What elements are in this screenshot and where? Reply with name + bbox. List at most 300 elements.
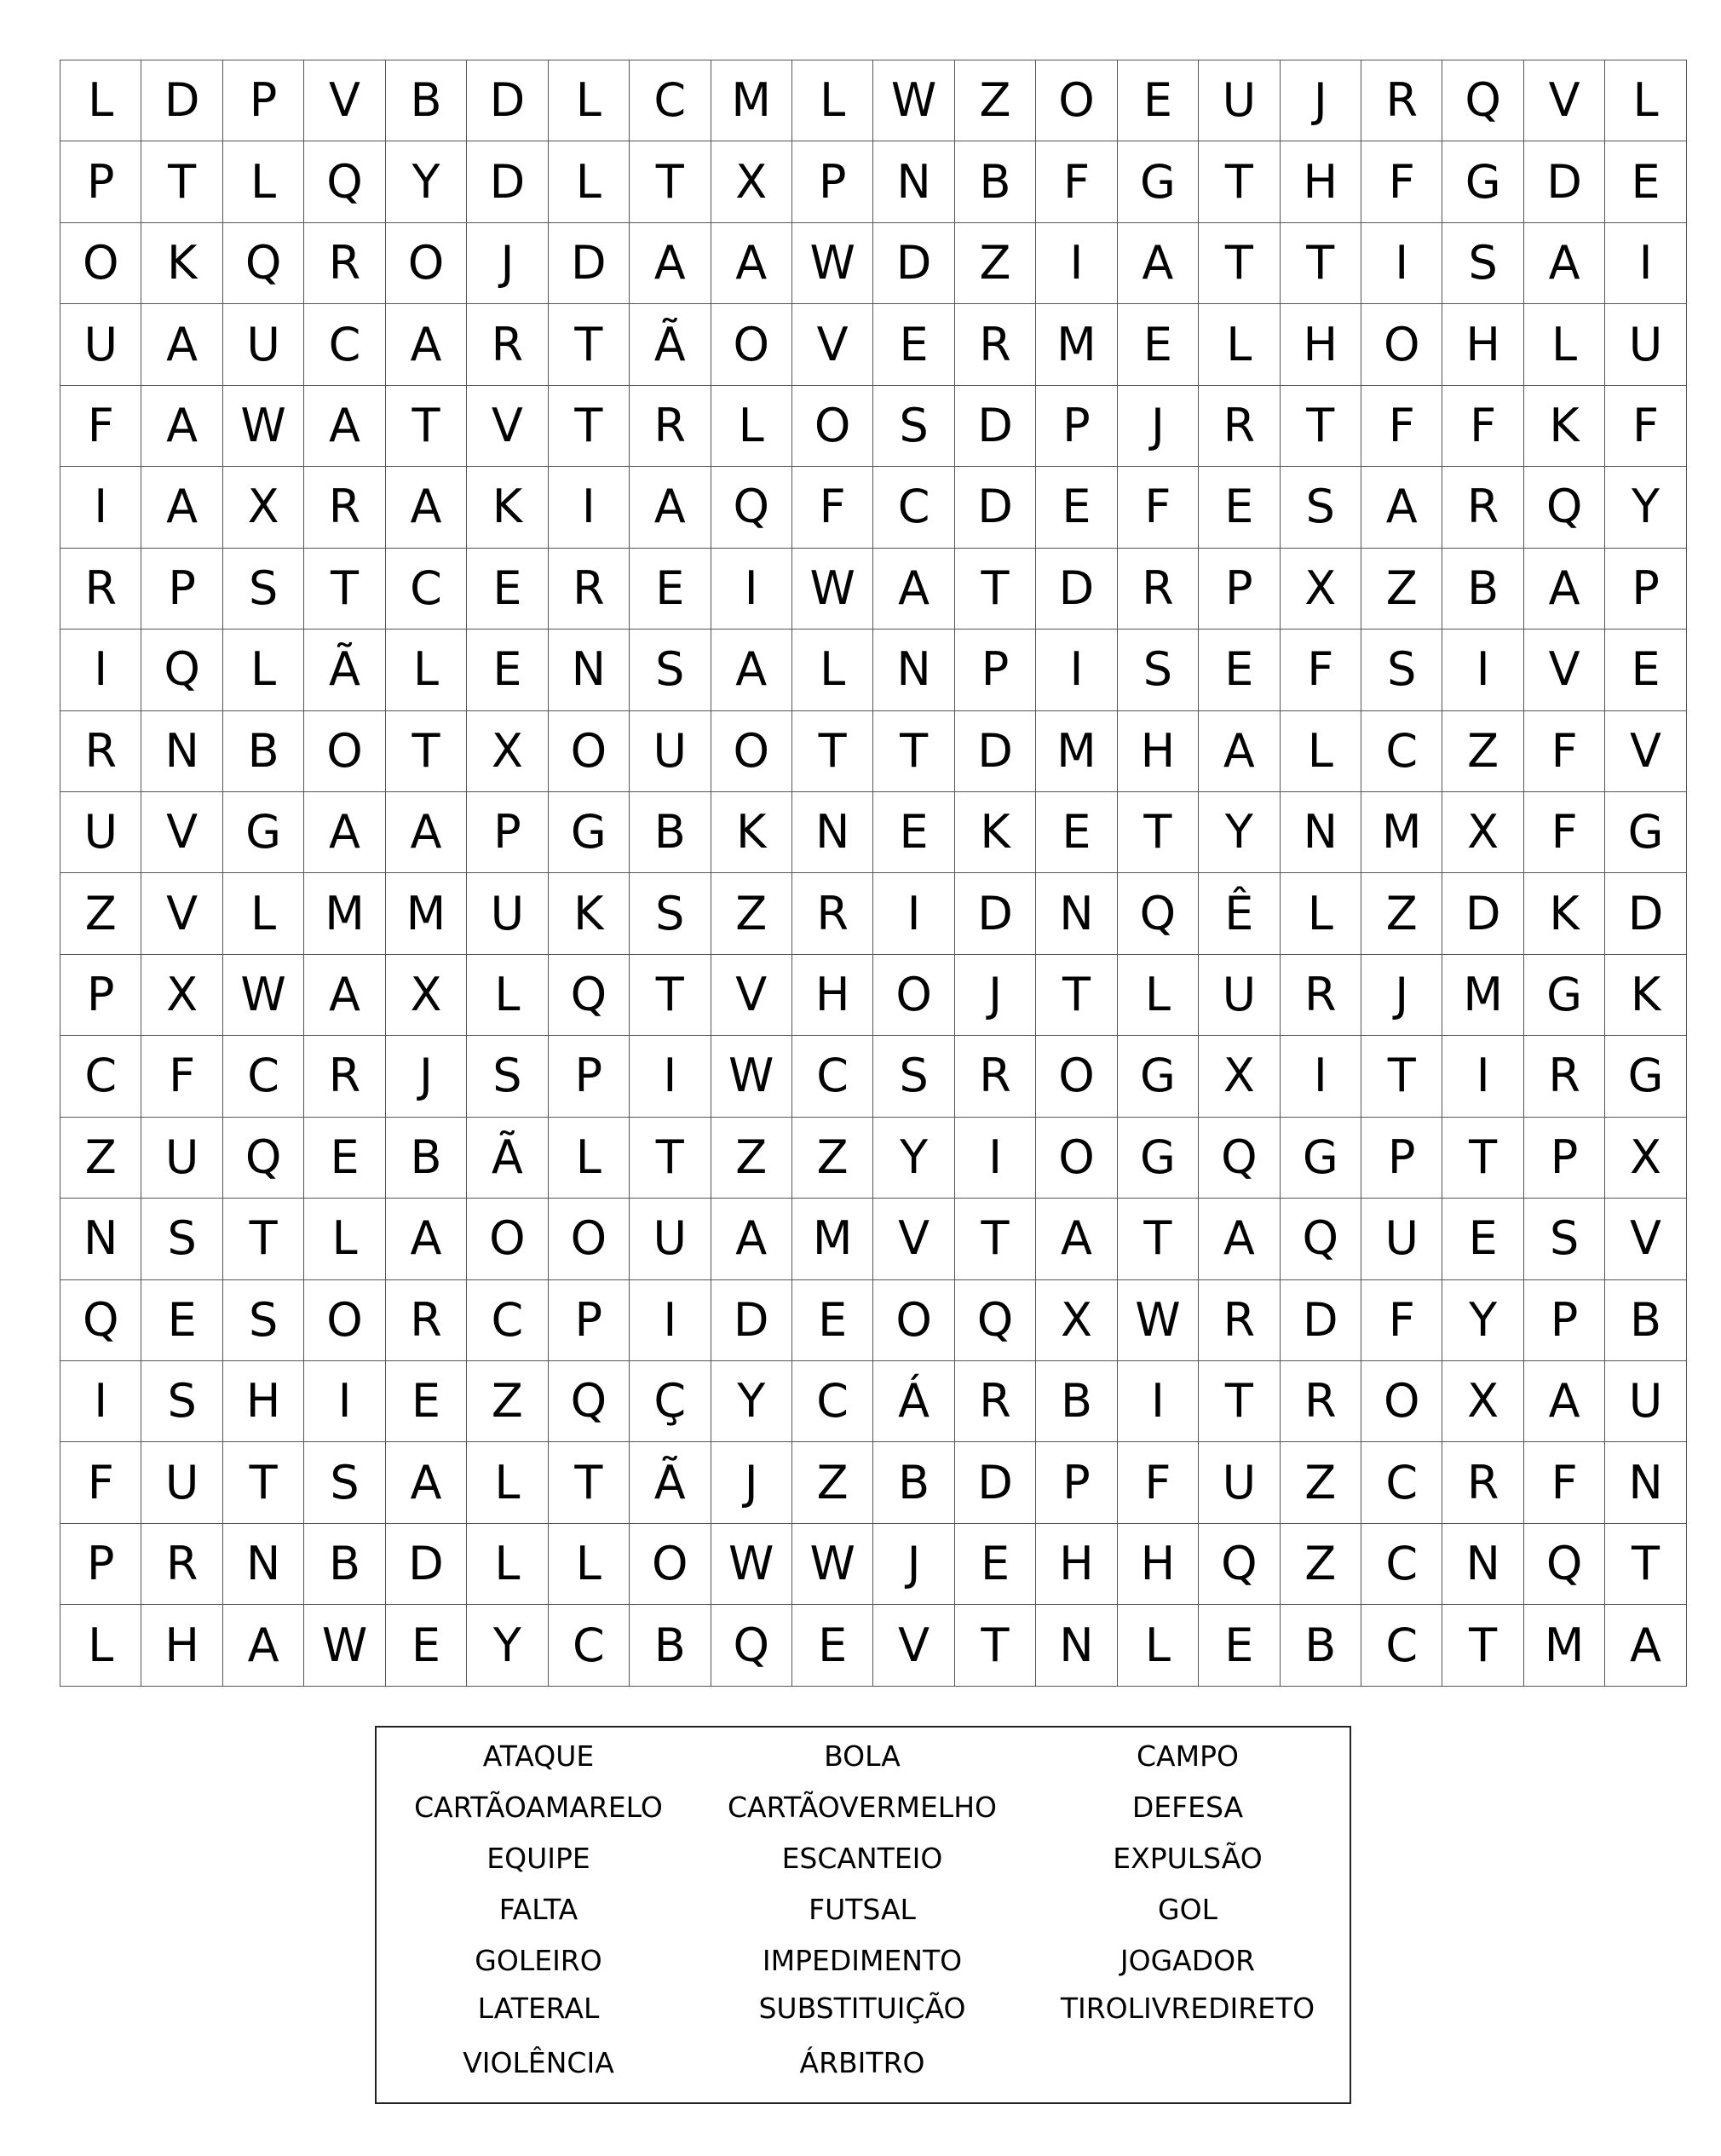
- grid-cell[interactable]: P: [1361, 1117, 1442, 1198]
- grid-cell[interactable]: V: [467, 385, 548, 466]
- grid-cell[interactable]: A: [385, 1442, 466, 1523]
- grid-cell[interactable]: A: [1117, 222, 1198, 303]
- grid-cell[interactable]: P: [60, 141, 141, 222]
- grid-cell[interactable]: P: [1036, 385, 1117, 466]
- grid-cell[interactable]: G: [1442, 141, 1523, 222]
- grid-cell[interactable]: T: [548, 1442, 629, 1523]
- grid-cell[interactable]: L: [791, 630, 872, 710]
- grid-cell[interactable]: L: [1199, 304, 1280, 385]
- grid-cell[interactable]: D: [1280, 1279, 1361, 1360]
- grid-cell[interactable]: N: [1442, 1523, 1523, 1604]
- grid-cell[interactable]: G: [548, 791, 629, 872]
- grid-cell[interactable]: D: [954, 873, 1035, 954]
- grid-cell[interactable]: B: [385, 1117, 466, 1198]
- grid-cell[interactable]: D: [954, 385, 1035, 466]
- grid-cell[interactable]: H: [141, 1605, 222, 1686]
- grid-cell[interactable]: I: [711, 548, 791, 629]
- grid-cell[interactable]: W: [711, 1036, 791, 1117]
- grid-cell[interactable]: K: [954, 791, 1035, 872]
- grid-cell[interactable]: L: [222, 630, 303, 710]
- grid-cell[interactable]: Z: [791, 1117, 872, 1198]
- grid-cell[interactable]: F: [60, 1442, 141, 1523]
- grid-cell[interactable]: L: [467, 1442, 548, 1523]
- grid-cell[interactable]: W: [711, 1523, 791, 1604]
- grid-cell[interactable]: Z: [711, 1117, 791, 1198]
- grid-cell[interactable]: E: [1199, 467, 1280, 548]
- grid-cell[interactable]: Z: [1361, 548, 1442, 629]
- grid-cell[interactable]: W: [791, 1523, 872, 1604]
- grid-cell[interactable]: I: [954, 1117, 1035, 1198]
- grid-cell[interactable]: I: [1280, 1036, 1361, 1117]
- grid-cell[interactable]: G: [1523, 954, 1604, 1035]
- grid-cell[interactable]: H: [1117, 1523, 1198, 1604]
- grid-cell[interactable]: R: [548, 548, 629, 629]
- grid-cell[interactable]: I: [304, 1361, 385, 1442]
- grid-cell[interactable]: D: [467, 141, 548, 222]
- grid-cell[interactable]: T: [1605, 1523, 1686, 1604]
- grid-cell[interactable]: C: [1361, 1442, 1442, 1523]
- grid-cell[interactable]: B: [630, 1605, 711, 1686]
- grid-cell[interactable]: I: [60, 630, 141, 710]
- grid-cell[interactable]: Ã: [304, 630, 385, 710]
- grid-cell[interactable]: C: [467, 1279, 548, 1360]
- grid-cell[interactable]: H: [1036, 1523, 1117, 1604]
- grid-cell[interactable]: E: [1442, 1199, 1523, 1279]
- grid-cell[interactable]: B: [1036, 1361, 1117, 1442]
- grid-cell[interactable]: H: [1280, 304, 1361, 385]
- grid-cell[interactable]: Z: [791, 1442, 872, 1523]
- grid-cell[interactable]: R: [60, 548, 141, 629]
- grid-cell[interactable]: L: [222, 873, 303, 954]
- grid-cell[interactable]: I: [873, 873, 954, 954]
- grid-cell[interactable]: L: [385, 630, 466, 710]
- grid-cell[interactable]: Q: [1280, 1199, 1361, 1279]
- grid-cell[interactable]: E: [630, 548, 711, 629]
- grid-cell[interactable]: C: [1361, 1605, 1442, 1686]
- grid-cell[interactable]: N: [873, 141, 954, 222]
- grid-cell[interactable]: V: [711, 954, 791, 1035]
- grid-cell[interactable]: Q: [1117, 873, 1198, 954]
- grid-cell[interactable]: M: [1523, 1605, 1604, 1686]
- grid-cell[interactable]: Q: [222, 222, 303, 303]
- grid-cell[interactable]: I: [1036, 630, 1117, 710]
- grid-cell[interactable]: V: [141, 873, 222, 954]
- grid-cell[interactable]: L: [1280, 710, 1361, 791]
- grid-cell[interactable]: A: [304, 791, 385, 872]
- grid-cell[interactable]: Y: [873, 1117, 954, 1198]
- grid-cell[interactable]: U: [141, 1117, 222, 1198]
- grid-cell[interactable]: T: [630, 1117, 711, 1198]
- grid-cell[interactable]: V: [1605, 1199, 1686, 1279]
- grid-cell[interactable]: Z: [711, 873, 791, 954]
- grid-cell[interactable]: A: [1523, 548, 1604, 629]
- grid-cell[interactable]: B: [630, 791, 711, 872]
- grid-cell[interactable]: S: [467, 1036, 548, 1117]
- grid-cell[interactable]: Q: [548, 1361, 629, 1442]
- grid-cell[interactable]: S: [1117, 630, 1198, 710]
- grid-cell[interactable]: Z: [467, 1361, 548, 1442]
- grid-cell[interactable]: M: [1442, 954, 1523, 1035]
- grid-cell[interactable]: T: [1199, 222, 1280, 303]
- grid-cell[interactable]: T: [385, 385, 466, 466]
- grid-cell[interactable]: N: [222, 1523, 303, 1604]
- grid-cell[interactable]: U: [141, 1442, 222, 1523]
- grid-cell[interactable]: F: [1605, 385, 1686, 466]
- grid-cell[interactable]: V: [1523, 630, 1604, 710]
- grid-cell[interactable]: Q: [954, 1279, 1035, 1360]
- grid-cell[interactable]: A: [711, 222, 791, 303]
- grid-cell[interactable]: X: [385, 954, 466, 1035]
- grid-cell[interactable]: L: [548, 141, 629, 222]
- grid-cell[interactable]: T: [548, 385, 629, 466]
- grid-cell[interactable]: N: [1036, 873, 1117, 954]
- grid-cell[interactable]: S: [873, 385, 954, 466]
- grid-cell[interactable]: J: [1117, 385, 1198, 466]
- grid-cell[interactable]: S: [630, 630, 711, 710]
- grid-cell[interactable]: E: [467, 630, 548, 710]
- grid-cell[interactable]: U: [1605, 1361, 1686, 1442]
- grid-cell[interactable]: R: [1117, 548, 1198, 629]
- grid-cell[interactable]: Q: [711, 467, 791, 548]
- grid-cell[interactable]: O: [711, 304, 791, 385]
- grid-cell[interactable]: K: [1523, 385, 1604, 466]
- grid-cell[interactable]: T: [1442, 1117, 1523, 1198]
- grid-cell[interactable]: N: [141, 710, 222, 791]
- grid-cell[interactable]: T: [954, 548, 1035, 629]
- grid-cell[interactable]: K: [711, 791, 791, 872]
- grid-cell[interactable]: O: [1036, 1117, 1117, 1198]
- grid-cell[interactable]: C: [791, 1036, 872, 1117]
- grid-cell[interactable]: B: [1442, 548, 1523, 629]
- grid-cell[interactable]: F: [1361, 141, 1442, 222]
- grid-cell[interactable]: D: [954, 710, 1035, 791]
- grid-cell[interactable]: T: [304, 548, 385, 629]
- grid-cell[interactable]: F: [1280, 630, 1361, 710]
- grid-cell[interactable]: Ã: [630, 304, 711, 385]
- grid-cell[interactable]: T: [1280, 385, 1361, 466]
- grid-cell[interactable]: F: [1117, 467, 1198, 548]
- grid-cell[interactable]: R: [467, 304, 548, 385]
- grid-cell[interactable]: P: [467, 791, 548, 872]
- grid-cell[interactable]: T: [954, 1605, 1035, 1686]
- grid-cell[interactable]: I: [1442, 1036, 1523, 1117]
- grid-cell[interactable]: B: [1605, 1279, 1686, 1360]
- grid-cell[interactable]: R: [60, 710, 141, 791]
- grid-cell[interactable]: F: [1523, 1442, 1604, 1523]
- grid-cell[interactable]: R: [1199, 385, 1280, 466]
- grid-cell[interactable]: T: [1036, 954, 1117, 1035]
- grid-cell[interactable]: C: [385, 548, 466, 629]
- grid-cell[interactable]: C: [630, 60, 711, 141]
- grid-cell[interactable]: E: [141, 1279, 222, 1360]
- grid-cell[interactable]: Z: [1361, 873, 1442, 954]
- grid-cell[interactable]: K: [141, 222, 222, 303]
- grid-cell[interactable]: U: [1361, 1199, 1442, 1279]
- grid-cell[interactable]: Q: [1523, 1523, 1604, 1604]
- grid-cell[interactable]: P: [1523, 1117, 1604, 1198]
- grid-cell[interactable]: D: [1523, 141, 1604, 222]
- grid-cell[interactable]: Ã: [467, 1117, 548, 1198]
- grid-cell[interactable]: P: [548, 1036, 629, 1117]
- grid-cell[interactable]: O: [548, 1199, 629, 1279]
- grid-cell[interactable]: E: [1117, 60, 1198, 141]
- grid-cell[interactable]: J: [385, 1036, 466, 1117]
- grid-cell[interactable]: Z: [60, 1117, 141, 1198]
- grid-cell[interactable]: A: [1361, 467, 1442, 548]
- grid-cell[interactable]: M: [385, 873, 466, 954]
- grid-cell[interactable]: T: [873, 710, 954, 791]
- grid-cell[interactable]: N: [1280, 791, 1361, 872]
- grid-cell[interactable]: E: [791, 1279, 872, 1360]
- grid-cell[interactable]: A: [385, 304, 466, 385]
- grid-cell[interactable]: X: [141, 954, 222, 1035]
- grid-cell[interactable]: Z: [1280, 1442, 1361, 1523]
- grid-cell[interactable]: A: [141, 467, 222, 548]
- grid-cell[interactable]: S: [141, 1361, 222, 1442]
- grid-cell[interactable]: T: [1199, 141, 1280, 222]
- grid-cell[interactable]: O: [385, 222, 466, 303]
- grid-cell[interactable]: T: [222, 1442, 303, 1523]
- grid-cell[interactable]: R: [1199, 1279, 1280, 1360]
- grid-cell[interactable]: R: [954, 1361, 1035, 1442]
- grid-cell[interactable]: O: [304, 710, 385, 791]
- grid-cell[interactable]: Y: [1199, 791, 1280, 872]
- grid-cell[interactable]: I: [1036, 222, 1117, 303]
- grid-cell[interactable]: O: [548, 710, 629, 791]
- grid-cell[interactable]: L: [1117, 954, 1198, 1035]
- grid-cell[interactable]: R: [954, 304, 1035, 385]
- grid-cell[interactable]: W: [1117, 1279, 1198, 1360]
- grid-cell[interactable]: I: [1605, 222, 1686, 303]
- grid-cell[interactable]: W: [222, 385, 303, 466]
- grid-cell[interactable]: O: [711, 710, 791, 791]
- grid-cell[interactable]: J: [711, 1442, 791, 1523]
- grid-cell[interactable]: F: [1036, 141, 1117, 222]
- grid-cell[interactable]: I: [548, 467, 629, 548]
- grid-cell[interactable]: D: [141, 60, 222, 141]
- grid-cell[interactable]: E: [1036, 791, 1117, 872]
- grid-cell[interactable]: L: [791, 60, 872, 141]
- grid-cell[interactable]: Q: [60, 1279, 141, 1360]
- grid-cell[interactable]: U: [222, 304, 303, 385]
- grid-cell[interactable]: M: [1036, 304, 1117, 385]
- grid-cell[interactable]: Y: [385, 141, 466, 222]
- grid-cell[interactable]: G: [1117, 141, 1198, 222]
- grid-cell[interactable]: A: [304, 385, 385, 466]
- grid-cell[interactable]: E: [385, 1361, 466, 1442]
- grid-cell[interactable]: J: [873, 1523, 954, 1604]
- grid-cell[interactable]: X: [1442, 1361, 1523, 1442]
- grid-cell[interactable]: Q: [1199, 1117, 1280, 1198]
- grid-cell[interactable]: N: [791, 791, 872, 872]
- grid-cell[interactable]: A: [1523, 1361, 1604, 1442]
- grid-cell[interactable]: P: [1199, 548, 1280, 629]
- grid-cell[interactable]: B: [222, 710, 303, 791]
- grid-cell[interactable]: H: [1442, 304, 1523, 385]
- grid-cell[interactable]: B: [385, 60, 466, 141]
- grid-cell[interactable]: M: [711, 60, 791, 141]
- grid-cell[interactable]: N: [60, 1199, 141, 1279]
- grid-cell[interactable]: A: [873, 548, 954, 629]
- grid-cell[interactable]: T: [1280, 222, 1361, 303]
- grid-cell[interactable]: D: [548, 222, 629, 303]
- grid-cell[interactable]: A: [1605, 1605, 1686, 1686]
- grid-cell[interactable]: A: [630, 222, 711, 303]
- grid-cell[interactable]: L: [548, 60, 629, 141]
- grid-cell[interactable]: Z: [954, 60, 1035, 141]
- grid-cell[interactable]: E: [1036, 467, 1117, 548]
- grid-cell[interactable]: J: [467, 222, 548, 303]
- grid-cell[interactable]: L: [1523, 304, 1604, 385]
- grid-cell[interactable]: C: [1361, 1523, 1442, 1604]
- grid-cell[interactable]: R: [385, 1279, 466, 1360]
- grid-cell[interactable]: S: [222, 1279, 303, 1360]
- grid-cell[interactable]: E: [385, 1605, 466, 1686]
- grid-cell[interactable]: L: [222, 141, 303, 222]
- grid-cell[interactable]: V: [791, 304, 872, 385]
- grid-cell[interactable]: L: [1605, 60, 1686, 141]
- grid-cell[interactable]: E: [1605, 141, 1686, 222]
- grid-cell[interactable]: V: [873, 1199, 954, 1279]
- grid-cell[interactable]: P: [548, 1279, 629, 1360]
- grid-cell[interactable]: D: [385, 1523, 466, 1604]
- grid-cell[interactable]: F: [60, 385, 141, 466]
- grid-cell[interactable]: I: [1361, 222, 1442, 303]
- grid-cell[interactable]: K: [1605, 954, 1686, 1035]
- grid-cell[interactable]: L: [711, 385, 791, 466]
- grid-cell[interactable]: L: [467, 1523, 548, 1604]
- grid-cell[interactable]: N: [1605, 1442, 1686, 1523]
- grid-cell[interactable]: S: [141, 1199, 222, 1279]
- grid-cell[interactable]: N: [548, 630, 629, 710]
- grid-cell[interactable]: P: [954, 630, 1035, 710]
- grid-cell[interactable]: X: [1442, 791, 1523, 872]
- grid-cell[interactable]: O: [304, 1279, 385, 1360]
- grid-cell[interactable]: X: [711, 141, 791, 222]
- grid-cell[interactable]: X: [467, 710, 548, 791]
- grid-cell[interactable]: R: [141, 1523, 222, 1604]
- grid-cell[interactable]: G: [1605, 791, 1686, 872]
- grid-cell[interactable]: Z: [1280, 1523, 1361, 1604]
- grid-cell[interactable]: E: [1117, 304, 1198, 385]
- grid-cell[interactable]: S: [873, 1036, 954, 1117]
- grid-cell[interactable]: V: [873, 1605, 954, 1686]
- grid-cell[interactable]: N: [1036, 1605, 1117, 1686]
- grid-cell[interactable]: O: [1361, 304, 1442, 385]
- grid-cell[interactable]: F: [141, 1036, 222, 1117]
- grid-cell[interactable]: C: [1361, 710, 1442, 791]
- grid-cell[interactable]: W: [222, 954, 303, 1035]
- grid-cell[interactable]: A: [385, 467, 466, 548]
- grid-cell[interactable]: Q: [711, 1605, 791, 1686]
- grid-cell[interactable]: Q: [141, 630, 222, 710]
- grid-cell[interactable]: O: [1036, 1036, 1117, 1117]
- grid-cell[interactable]: F: [1361, 1279, 1442, 1360]
- grid-cell[interactable]: T: [548, 304, 629, 385]
- grid-cell[interactable]: F: [1361, 385, 1442, 466]
- grid-cell[interactable]: L: [548, 1117, 629, 1198]
- grid-cell[interactable]: E: [954, 1523, 1035, 1604]
- grid-cell[interactable]: E: [1199, 630, 1280, 710]
- grid-cell[interactable]: K: [1523, 873, 1604, 954]
- grid-cell[interactable]: O: [1036, 60, 1117, 141]
- grid-cell[interactable]: X: [222, 467, 303, 548]
- grid-cell[interactable]: Y: [1442, 1279, 1523, 1360]
- grid-cell[interactable]: E: [467, 548, 548, 629]
- grid-cell[interactable]: S: [630, 873, 711, 954]
- grid-cell[interactable]: O: [60, 222, 141, 303]
- grid-cell[interactable]: S: [222, 548, 303, 629]
- grid-cell[interactable]: B: [304, 1523, 385, 1604]
- grid-cell[interactable]: U: [60, 304, 141, 385]
- grid-cell[interactable]: F: [791, 467, 872, 548]
- grid-cell[interactable]: P: [1605, 548, 1686, 629]
- grid-cell[interactable]: P: [222, 60, 303, 141]
- grid-cell[interactable]: J: [1280, 60, 1361, 141]
- grid-cell[interactable]: G: [1117, 1117, 1198, 1198]
- grid-cell[interactable]: S: [1523, 1199, 1604, 1279]
- grid-cell[interactable]: A: [711, 1199, 791, 1279]
- grid-cell[interactable]: Q: [548, 954, 629, 1035]
- grid-cell[interactable]: L: [60, 60, 141, 141]
- grid-cell[interactable]: I: [60, 467, 141, 548]
- grid-cell[interactable]: S: [1442, 222, 1523, 303]
- grid-cell[interactable]: O: [1361, 1361, 1442, 1442]
- grid-cell[interactable]: A: [1523, 222, 1604, 303]
- grid-cell[interactable]: L: [304, 1199, 385, 1279]
- grid-cell[interactable]: U: [630, 1199, 711, 1279]
- grid-cell[interactable]: B: [873, 1442, 954, 1523]
- grid-cell[interactable]: E: [873, 791, 954, 872]
- grid-cell[interactable]: P: [1523, 1279, 1604, 1360]
- grid-cell[interactable]: A: [385, 791, 466, 872]
- grid-cell[interactable]: A: [1199, 1199, 1280, 1279]
- grid-cell[interactable]: R: [304, 222, 385, 303]
- grid-cell[interactable]: L: [1280, 873, 1361, 954]
- grid-cell[interactable]: V: [1605, 710, 1686, 791]
- grid-cell[interactable]: X: [1280, 548, 1361, 629]
- grid-cell[interactable]: J: [954, 954, 1035, 1035]
- grid-cell[interactable]: F: [1523, 710, 1604, 791]
- grid-cell[interactable]: Z: [60, 873, 141, 954]
- grid-cell[interactable]: Á: [873, 1361, 954, 1442]
- grid-cell[interactable]: I: [630, 1279, 711, 1360]
- grid-cell[interactable]: T: [791, 710, 872, 791]
- grid-cell[interactable]: O: [630, 1523, 711, 1604]
- grid-cell[interactable]: U: [60, 791, 141, 872]
- grid-cell[interactable]: O: [791, 385, 872, 466]
- grid-cell[interactable]: W: [791, 222, 872, 303]
- grid-cell[interactable]: C: [222, 1036, 303, 1117]
- grid-cell[interactable]: F: [1523, 791, 1604, 872]
- grid-cell[interactable]: A: [711, 630, 791, 710]
- grid-cell[interactable]: R: [1442, 1442, 1523, 1523]
- grid-cell[interactable]: D: [954, 1442, 1035, 1523]
- grid-cell[interactable]: T: [1361, 1036, 1442, 1117]
- grid-cell[interactable]: I: [1117, 1361, 1198, 1442]
- grid-cell[interactable]: H: [1117, 710, 1198, 791]
- grid-cell[interactable]: W: [304, 1605, 385, 1686]
- grid-cell[interactable]: E: [873, 304, 954, 385]
- grid-cell[interactable]: M: [304, 873, 385, 954]
- grid-cell[interactable]: B: [1280, 1605, 1361, 1686]
- grid-cell[interactable]: U: [467, 873, 548, 954]
- grid-cell[interactable]: K: [548, 873, 629, 954]
- grid-cell[interactable]: D: [873, 222, 954, 303]
- grid-cell[interactable]: P: [60, 1523, 141, 1604]
- grid-cell[interactable]: S: [1280, 467, 1361, 548]
- grid-cell[interactable]: Q: [1199, 1523, 1280, 1604]
